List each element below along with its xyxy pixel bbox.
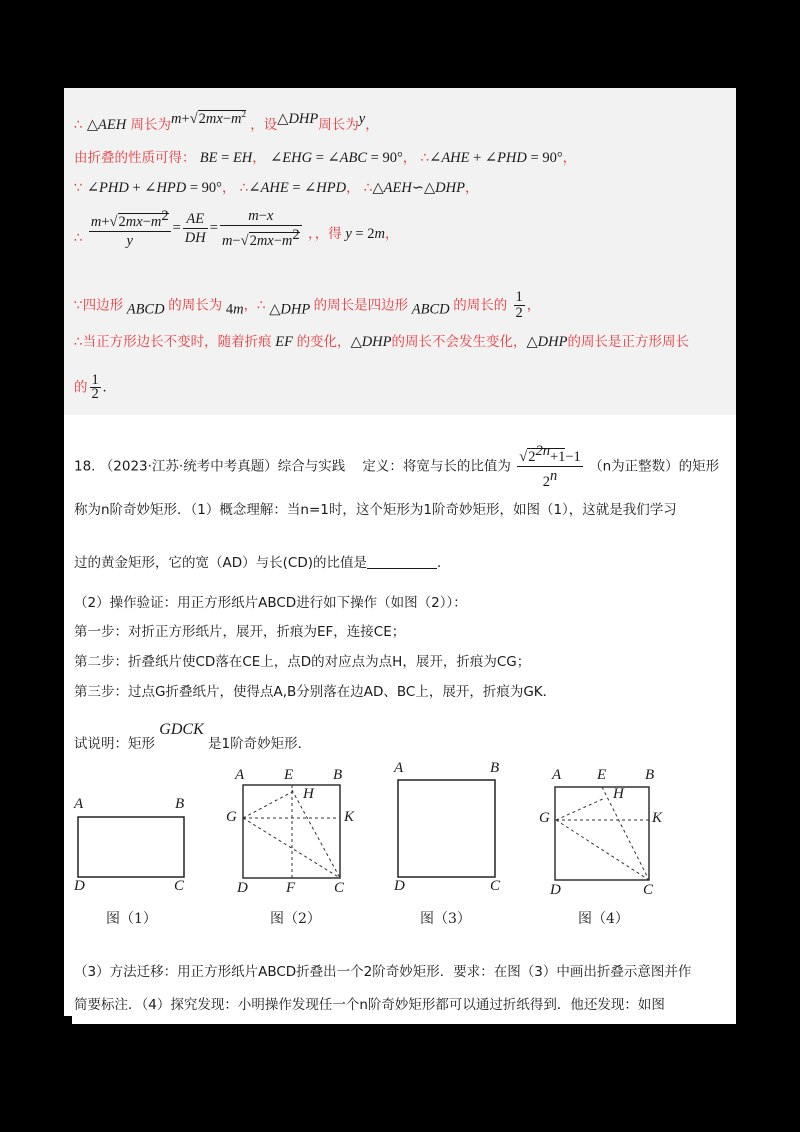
fig2-point-d: D [237, 880, 248, 896]
solution-line-7: 的 $\frac{1}{2}$ . [74, 372, 107, 402]
step-2: 第二步：折叠纸片使CD落在CE上，点D的对应点为点H，展开，折痕为CG； [74, 654, 531, 670]
fig2-point-f: F [286, 880, 296, 896]
fig2-point-a: A [235, 767, 245, 783]
fig1-point-c: C [174, 878, 185, 894]
step-3: 第三步：过点G折叠纸片，使得点A,B分别落在边AD、BC上，展开，折痕为GK． [74, 684, 557, 700]
fig2-point-c: C [334, 880, 345, 896]
fig4-point-b: B [645, 767, 655, 783]
solution-line-4: ∴ $\frac{m+√2mx-m^2}{y}$ = $\frac{AE}{DH}$ = $\frac{m-x}{m-√2mx-m^2}$ ，，得 y = 2m， [74, 207, 399, 249]
question-line-3: 过的黄金矩形，它的宽（AD）与长(CD)的比值是 ． [74, 555, 451, 571]
fig2-point-h: H [303, 786, 314, 802]
question-number: 18. [74, 458, 96, 475]
figure-3 [398, 780, 495, 877]
explain-line: 试说明：矩形 GDCK 是1阶奇妙矩形． [74, 721, 312, 752]
fig4-point-g: G [539, 810, 550, 826]
fig2-caption: 图（2） [270, 911, 321, 927]
question-line-2: 称为n阶奇妙矩形．（1）概念理解：当n=1时，这个矩形为1阶奇妙矩形，如图（1），这就是我们学习 [74, 502, 677, 518]
fig4-point-c: C [643, 882, 654, 898]
question-source: （2023·江苏·统考中考真题）综合与实践 [99, 458, 346, 475]
definition-suffix: （n为正整数）的矩形 [589, 458, 720, 475]
fraction: $\frac{m+√2mx-m^2}{y}$ [90, 207, 169, 249]
fig4-point-e: E [597, 767, 607, 783]
figure-2 [243, 785, 340, 878]
fig3-point-d: D [394, 878, 405, 894]
part3-line-2: 简要标注．（4）探究发现：小明操作发现任一个n阶奇妙矩形都可以通过折纸得到．他还发现：如图 [74, 997, 665, 1013]
fig4-point-a: A [552, 767, 562, 783]
solution-line-2: 由折叠的性质可得： BE = EH， ∠EHG = ∠ABC = 90°， ∴∠AHE + ∠PHD = 90°， [74, 150, 577, 166]
answer-blank[interactable] [367, 568, 437, 569]
fig4-point-d: D [550, 882, 561, 898]
question-line-1 [74, 442, 719, 491]
fig2-point-b: B [333, 767, 343, 783]
fig1-point-b: B [175, 796, 185, 812]
fig4-point-h: H [613, 786, 624, 802]
fig2-point-e: E [284, 767, 294, 783]
solution-line-3: ∵ ∠PHD + ∠HPD = 90°， ∴∠AHE = ∠HPD， ∴△AEH∽△DHP， [74, 180, 479, 196]
figure-4 [555, 787, 649, 880]
solution-line-5: ∵四边形 ABCD 的周长为 4m，∴ △DHP 的周长是四边形 ABCD 的周长的 $\frac{1}{2}$ ， [74, 289, 541, 321]
fig1-point-a: A [74, 796, 84, 812]
solution-line-6: ∴当正方形边长不变时，随着折痕 EF 的变化，△DHP的周长不会发生变化，△DHP的周长是正方形周长 [74, 334, 689, 350]
fig4-point-k: K [652, 810, 663, 826]
text: 周长为 [130, 117, 172, 133]
fig2-point-k: K [344, 809, 355, 825]
part3-line-1: （3）方法迁移：用正方形纸片ABCD折叠出一个2阶奇妙矩形．要求：在图（3）中画出折叠示意图并作 [74, 964, 692, 980]
figures [60, 760, 760, 940]
ratio-fraction: $\frac{√2^{2n}+1-1}{2^n}$ [519, 443, 581, 490]
because-symbol: ∵ [74, 180, 83, 196]
fig1-point-d: D [74, 878, 85, 894]
step-1: 第一步：对折正方形纸片，展开，折痕为EF，连接CE； [74, 624, 406, 640]
math-triangle-aeh: △AEH [86, 117, 127, 133]
therefore-symbol: ∴ [74, 117, 83, 133]
fig3-point-b: B [490, 760, 500, 776]
figure-1 [78, 817, 184, 877]
fig2-point-g: G [226, 809, 237, 825]
fig3-point-c: C [490, 878, 501, 894]
fig4-caption: 图（4） [578, 911, 629, 927]
solution-line-1: ∴ △AEH 周长为$m+√2mx-m^2$ ，设△DHP周长为y， [74, 109, 379, 133]
text: 由折叠的性质可得： [74, 150, 196, 166]
definition-prefix: 定义：将宽与长的比值为 [362, 458, 511, 475]
fig3-caption: 图（3） [420, 911, 471, 927]
part2-intro: （2）操作验证：用正方形纸片ABCD进行如下操作（如图（2））： [74, 595, 467, 611]
fig1-caption: 图（1） [106, 911, 157, 927]
fig3-point-a: A [394, 760, 404, 776]
